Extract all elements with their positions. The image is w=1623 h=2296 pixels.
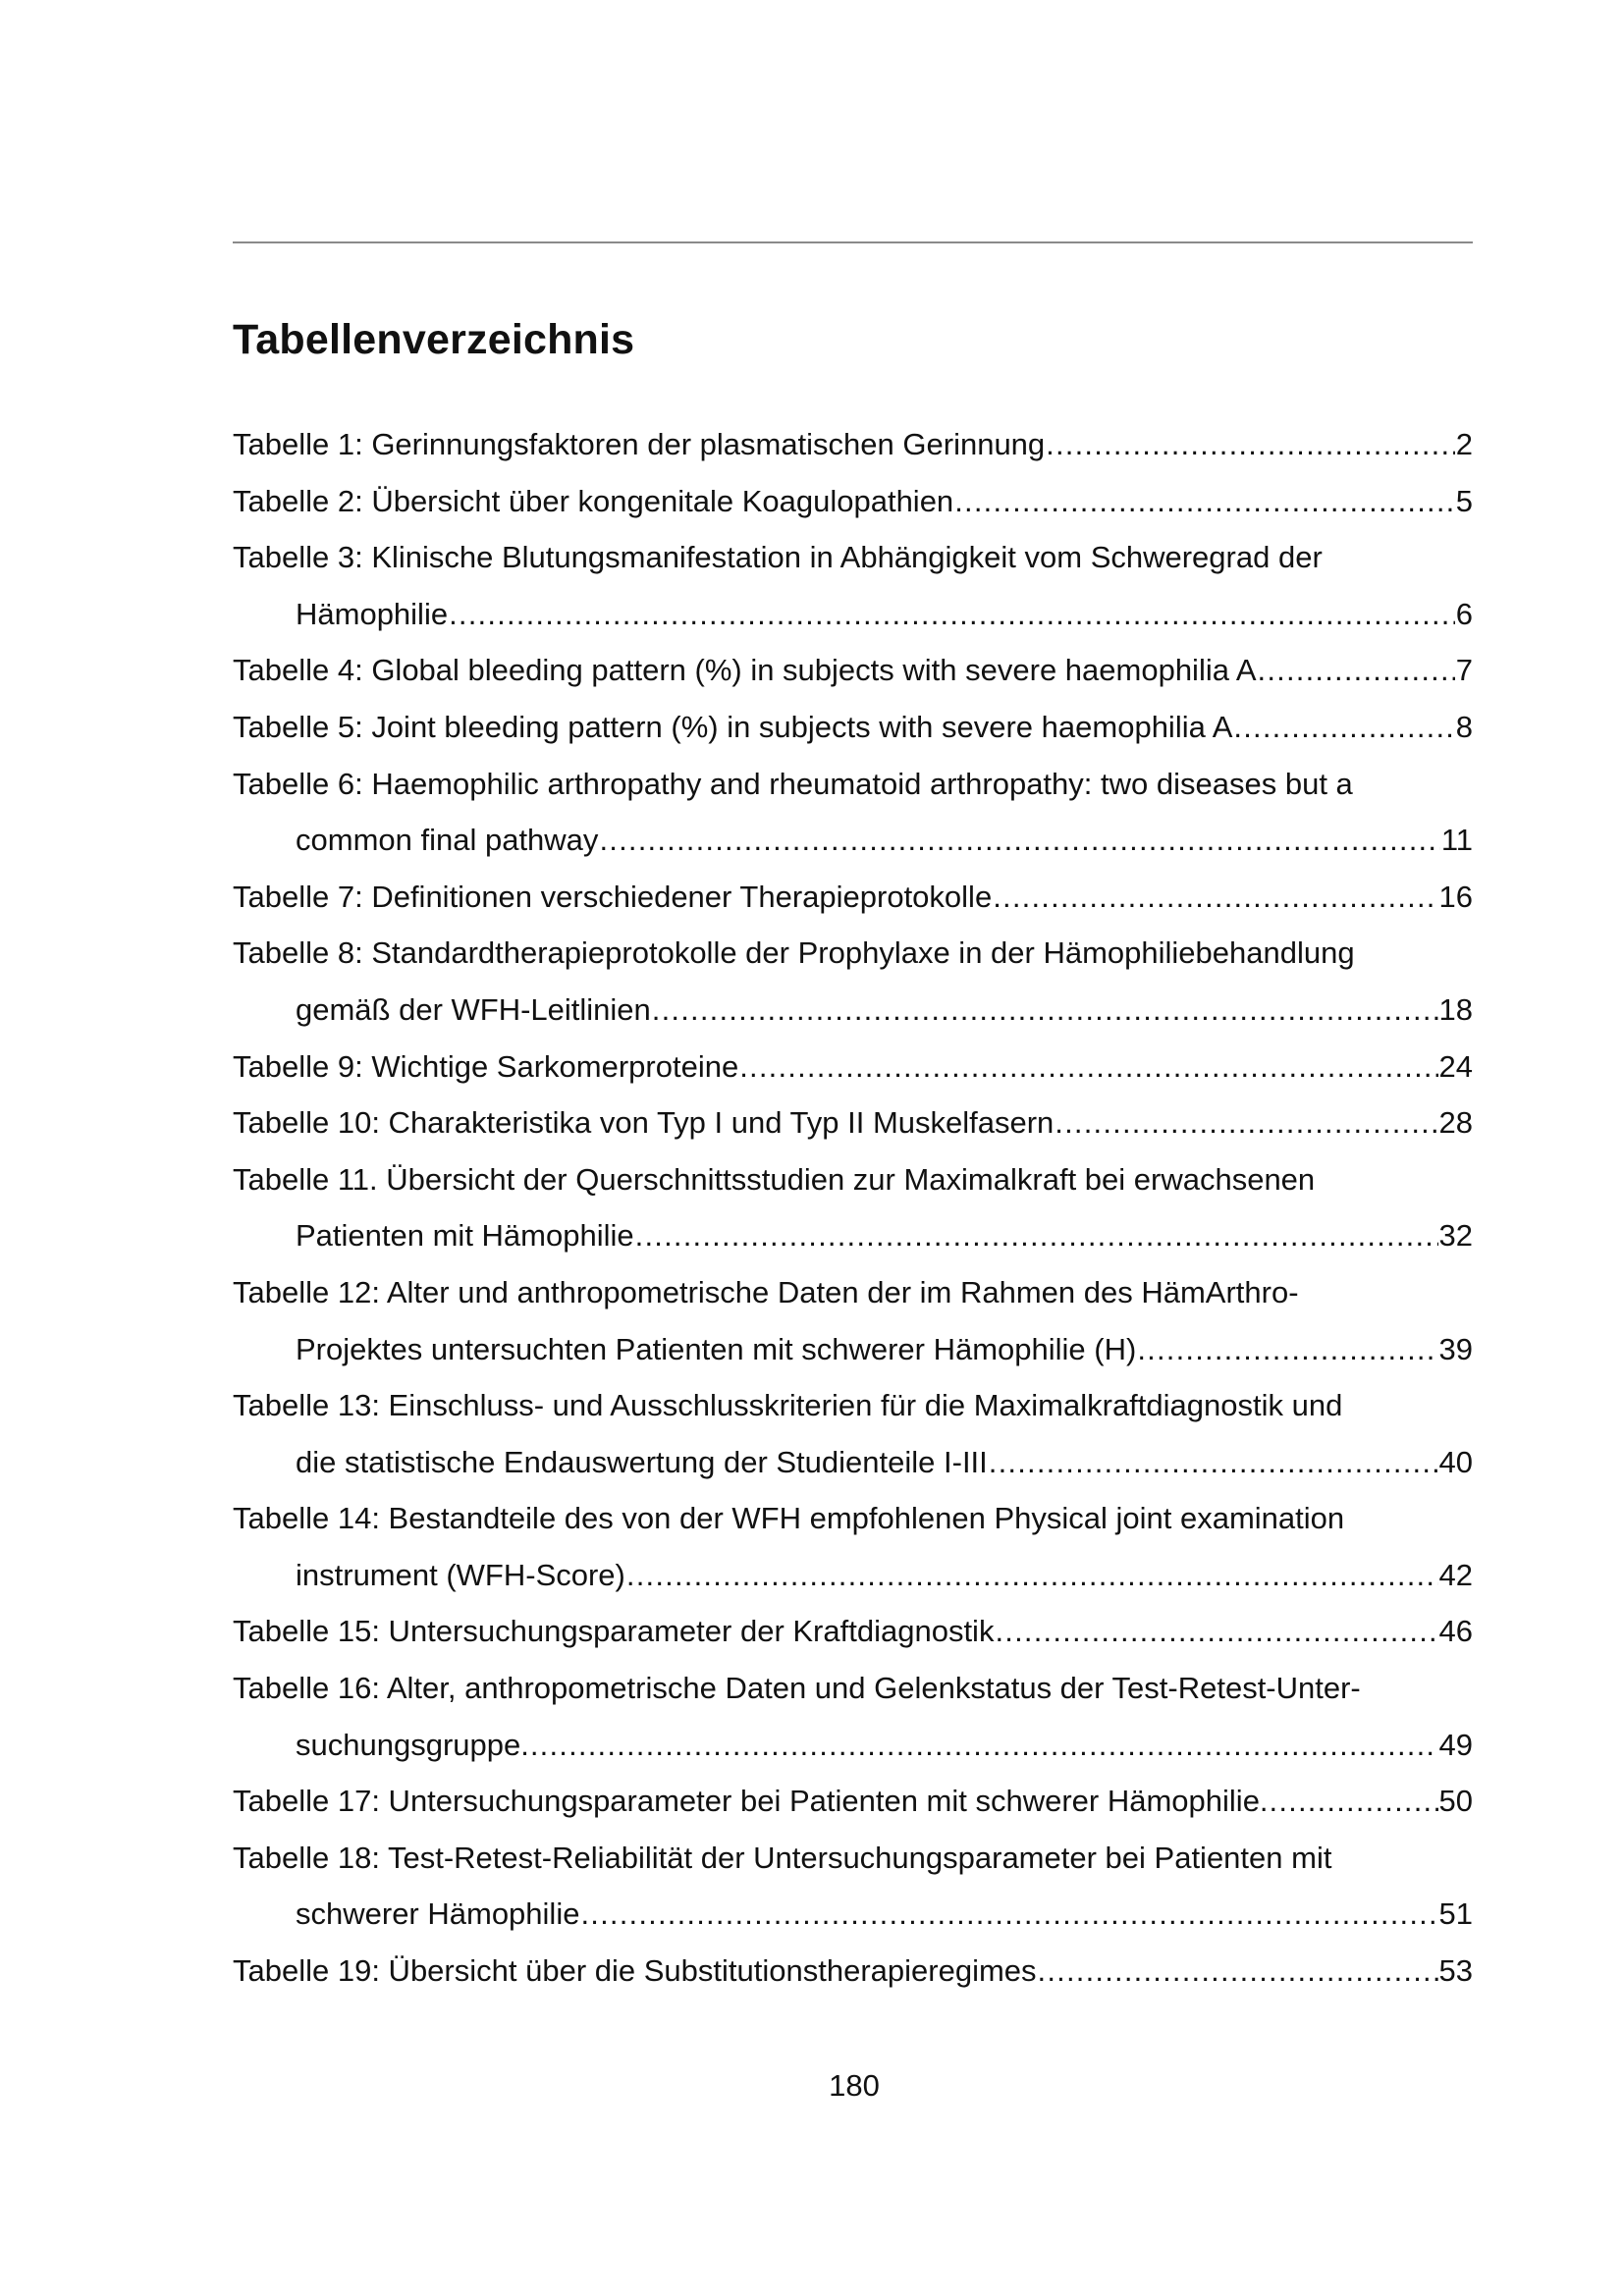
toc-entry-line xyxy=(233,1830,1473,1887)
toc-entry[interactable] xyxy=(233,1039,1473,1095)
toc-entry[interactable] xyxy=(233,473,1473,530)
toc-entry[interactable] xyxy=(233,1151,1473,1264)
table-of-tables xyxy=(233,416,1473,2000)
toc-entry-page-number: 11 xyxy=(1440,823,1473,858)
toc-entry-continuation-line xyxy=(233,982,1473,1039)
toc-entry-line xyxy=(233,1039,1473,1095)
toc-entry[interactable] xyxy=(233,756,1473,869)
toc-entry-page-number: 50 xyxy=(1438,1784,1473,1819)
toc-entry-title: Tabelle 8: Standardtherapieprotokolle der Prophylaxe in der Hämophiliebehandlung xyxy=(233,935,1355,971)
toc-entry-title: Tabelle 19: Übersicht über die Substitutionstherapieregimes xyxy=(233,1953,1037,1989)
toc-entry[interactable] xyxy=(233,1773,1473,1830)
toc-entry-title: suchungsgruppe. xyxy=(296,1727,529,1762)
toc-entry-line xyxy=(233,416,1473,473)
toc-entry[interactable] xyxy=(233,925,1473,1038)
toc-entry-title: Tabelle 17: Untersuchungsparameter bei Patienten mit schwerer Hämophilie. xyxy=(233,1784,1269,1819)
toc-entry-line xyxy=(233,1943,1473,2000)
dot-leader xyxy=(580,1886,1437,1943)
toc-entry-page-number: 49 xyxy=(1438,1727,1473,1762)
toc-entry-continuation-line xyxy=(233,1207,1473,1264)
toc-entry-title: Tabelle 15: Untersuchungsparameter der Kraftdiagnostik xyxy=(233,1614,995,1649)
dot-leader xyxy=(995,1603,1437,1660)
header-rule xyxy=(233,241,1473,243)
toc-entry-title: Tabelle 6: Haemophilic arthropathy and rheumatoid arthropathy: two diseases but a xyxy=(233,766,1353,801)
toc-entry-page-number: 7 xyxy=(1455,653,1473,688)
toc-entry-title: Projektes untersuchten Patienten mit schwerer Hämophilie (H) xyxy=(296,1331,1137,1366)
toc-entry-page-number: 51 xyxy=(1438,1896,1473,1932)
dot-leader xyxy=(1055,1095,1437,1151)
toc-entry-title: Tabelle 9: Wichtige Sarkomerproteine xyxy=(233,1048,739,1084)
toc-entry-line xyxy=(233,1264,1473,1321)
dot-leader xyxy=(1233,699,1454,756)
dot-leader xyxy=(739,1039,1437,1095)
toc-entry-title: Tabelle 2: Übersicht über kongenitale Koagulopathien xyxy=(233,483,954,518)
toc-entry-line xyxy=(233,473,1473,530)
toc-entry-line xyxy=(233,529,1473,586)
dot-leader xyxy=(1270,1773,1438,1830)
toc-entry-continuation-line xyxy=(233,1547,1473,1604)
toc-entry-page-number: 28 xyxy=(1438,1105,1473,1141)
toc-entry-title: Tabelle 12: Alter und anthropometrische Daten der im Rahmen des HämArthro- xyxy=(233,1274,1299,1309)
toc-entry[interactable] xyxy=(233,642,1473,699)
toc-entry-title: Patienten mit Hämophilie xyxy=(296,1218,634,1254)
toc-entry-title: Tabelle 16: Alter, anthropometrische Daten und Gelenkstatus der Test-Retest-Unter- xyxy=(233,1671,1361,1706)
toc-entry-line xyxy=(233,1095,1473,1151)
toc-entry-page-number: 5 xyxy=(1455,483,1473,518)
page-title: Tabellenverzeichnis xyxy=(233,316,635,363)
toc-entry-line xyxy=(233,642,1473,699)
toc-entry-line xyxy=(233,869,1473,926)
toc-entry-title: Tabelle 3: Klinische Blutungsmanifestation in Abhängigkeit vom Schweregrad der xyxy=(233,540,1323,575)
toc-entry-title: gemäß der WFH-Leitlinien xyxy=(296,991,651,1027)
toc-entry-title: Tabelle 7: Definitionen verschiedener Therapieprotokolle xyxy=(233,879,993,914)
dot-leader xyxy=(1038,1943,1438,2000)
dot-leader xyxy=(993,869,1437,926)
dot-leader xyxy=(652,982,1438,1039)
toc-entry-title: schwerer Hämophilie xyxy=(296,1896,580,1932)
toc-entry[interactable] xyxy=(233,416,1473,473)
toc-entry-title: Tabelle 4: Global bleeding pattern (%) in subjects with severe haemophilia A xyxy=(233,653,1257,688)
toc-entry-page-number: 42 xyxy=(1438,1557,1473,1592)
toc-entry-page-number: 39 xyxy=(1438,1331,1473,1366)
toc-entry-title: Tabelle 13: Einschluss- und Ausschlusskriterien für die Maximalkraftdiagnostik und xyxy=(233,1388,1343,1423)
toc-entry-continuation-line xyxy=(233,812,1473,869)
toc-entry-continuation-line xyxy=(233,1434,1473,1491)
toc-entry-page-number: 16 xyxy=(1438,879,1473,914)
toc-entry-title: common final pathway xyxy=(296,823,599,858)
toc-entry-page-number: 18 xyxy=(1438,991,1473,1027)
toc-entry-page-number: 46 xyxy=(1438,1614,1473,1649)
toc-entry[interactable] xyxy=(233,1830,1473,1943)
toc-entry-page-number: 8 xyxy=(1455,709,1473,744)
toc-entry[interactable] xyxy=(233,869,1473,926)
toc-entry-page-number: 6 xyxy=(1455,596,1473,631)
dot-leader xyxy=(626,1547,1438,1604)
toc-entry-page-number: 53 xyxy=(1438,1953,1473,1989)
toc-entry-continuation-line xyxy=(233,1321,1473,1378)
toc-entry-line xyxy=(233,699,1473,756)
toc-entry-line xyxy=(233,925,1473,982)
toc-entry-line xyxy=(233,1660,1473,1717)
toc-entry-page-number: 2 xyxy=(1455,427,1473,461)
toc-entry-page-number: 32 xyxy=(1438,1218,1473,1254)
toc-entry-title: instrument (WFH-Score) xyxy=(296,1557,625,1592)
toc-entry-line xyxy=(233,1377,1473,1434)
page-number: 180 xyxy=(829,2068,880,2103)
dot-leader xyxy=(449,586,1455,643)
toc-entry-page-number: 40 xyxy=(1438,1444,1473,1479)
dot-leader xyxy=(1137,1321,1437,1378)
toc-entry[interactable] xyxy=(233,1660,1473,1773)
toc-entry-line xyxy=(233,1490,1473,1547)
toc-entry[interactable] xyxy=(233,1264,1473,1377)
toc-entry-title: Tabelle 14: Bestandteile des von der WFH empfohlenen Physical joint examination xyxy=(233,1501,1345,1536)
dot-leader xyxy=(599,812,1439,869)
toc-entry-title: Tabelle 18: Test-Retest-Reliabilität der Untersuchungsparameter bei Patienten mit xyxy=(233,1840,1332,1875)
toc-entry-line xyxy=(233,1773,1473,1830)
toc-entry-continuation-line xyxy=(233,1886,1473,1943)
toc-entry-title: Tabelle 1: Gerinnungsfaktoren der plasmatischen Gerinnung xyxy=(233,427,1046,461)
dot-leader xyxy=(635,1207,1438,1264)
toc-entry-line xyxy=(233,756,1473,813)
toc-entry[interactable] xyxy=(233,1943,1473,2000)
toc-entry-continuation-line xyxy=(233,586,1473,643)
toc-entry-continuation-line xyxy=(233,1717,1473,1774)
toc-entry-title: Tabelle 10: Charakteristika von Typ I und Typ II Muskelfasern xyxy=(233,1105,1055,1141)
dot-leader xyxy=(530,1717,1438,1774)
toc-entry[interactable] xyxy=(233,1377,1473,1490)
toc-entry[interactable] xyxy=(233,1603,1473,1660)
toc-entry-title: Tabelle 5: Joint bleeding pattern (%) in subjects with severe haemophilia A xyxy=(233,709,1233,744)
dot-leader xyxy=(989,1434,1438,1491)
toc-entry-title: die statistische Endauswertung der Studienteile I-III xyxy=(296,1444,988,1479)
toc-entry[interactable] xyxy=(233,1095,1473,1151)
toc-entry-line xyxy=(233,1603,1473,1660)
toc-entry[interactable] xyxy=(233,1490,1473,1603)
toc-entry-page-number: 24 xyxy=(1438,1048,1473,1084)
toc-entry[interactable] xyxy=(233,699,1473,756)
toc-entry-title: Tabelle 11. Übersicht der Querschnittsstudien zur Maximalkraft bei erwachsenen xyxy=(233,1161,1316,1197)
toc-entry-line xyxy=(233,1151,1473,1208)
dot-leader xyxy=(1046,416,1455,473)
toc-entry-title: Hämophilie xyxy=(296,596,449,631)
dot-leader xyxy=(954,473,1455,530)
toc-entry[interactable] xyxy=(233,529,1473,642)
dot-leader xyxy=(1258,642,1455,699)
